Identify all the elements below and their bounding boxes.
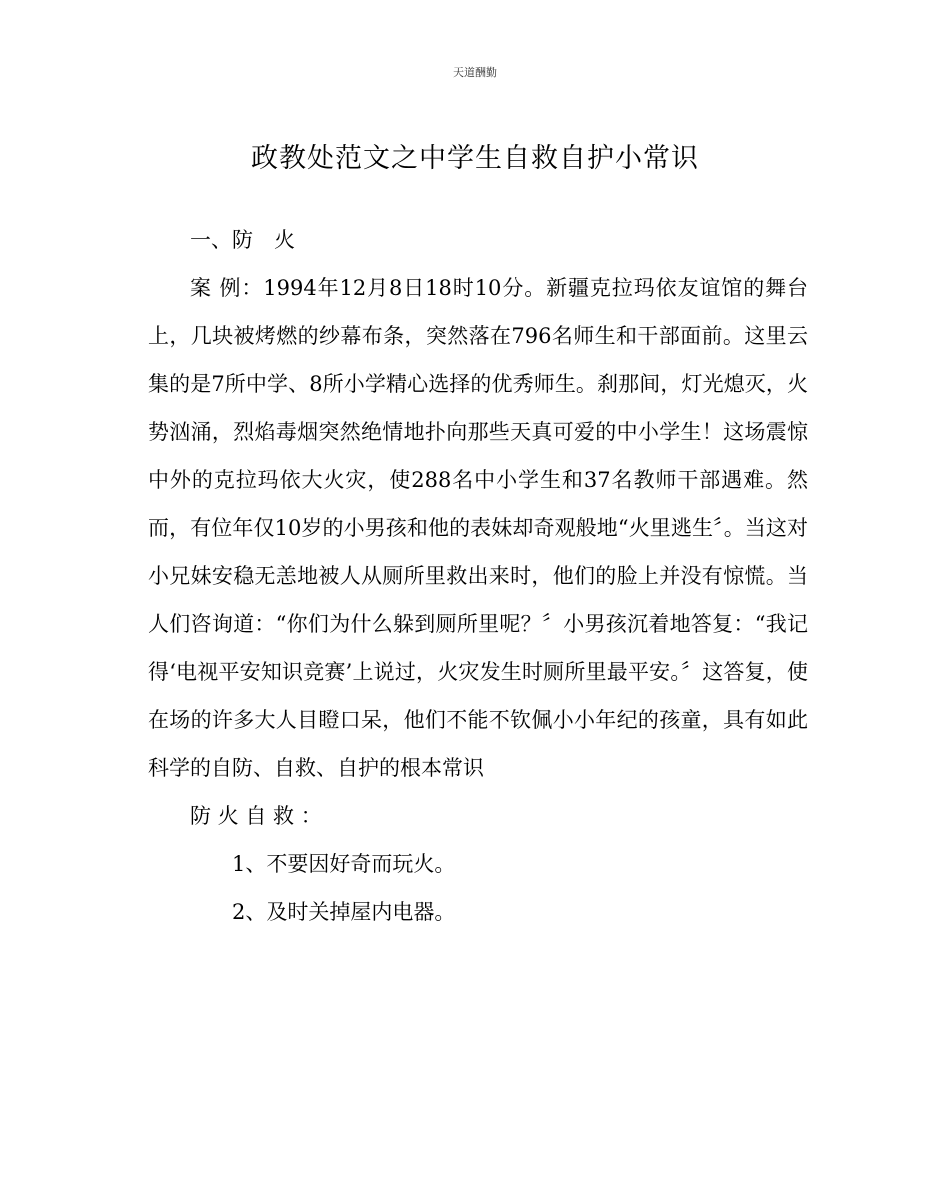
- document-body: [148, 216, 808, 936]
- list-item: 2、及时关掉屋内电器。: [232, 900, 456, 924]
- page-header: 天道酬勤: [453, 66, 497, 79]
- document-title: 政教处范文之中学生自救自护小常识: [251, 143, 699, 174]
- case-paragraph: 案 例：1994年12月8日18时10分。新疆克拉玛依友谊馆的舞台上，几块被烤燃的纱幕布条，突然落在796名师生和干部面前。这里云集的是7所中学、8所小学精心选择的优秀师生。刹那间，灯光熄灭，火势汹涌，烈焰毒烟突然绝情地扑向那些天真可爱的中小学生！这场震惊中外的克拉玛依大火灾，使288名中小学生和37名教师干部遇难。然而，有位年仅10岁的小男孩和他的表妹却奇观般地“火里逃生〞。当这对小兄妹安稳无恙地被人从厕所里救出来时，他们的脸上并没有惊慌。当人们咨询道：“你们为什么躲到厕所里呢？〞小男孩沉着地答复：“我记得‘电视平安知识竞赛’上说过，火灾发生时厕所里最平安。〞这答复，使在场的许多大人目瞪口呆，他们不能不钦佩小小年纪的孩童，具有如此科学的自防、自救、自护的根本常识: [148, 276, 808, 780]
- list-item: 1、不要因好奇而玩火。: [232, 852, 456, 876]
- section-heading: 一、防 火: [190, 228, 295, 252]
- fire-self-rescue-heading: 防 火 自 救 ：: [190, 804, 322, 828]
